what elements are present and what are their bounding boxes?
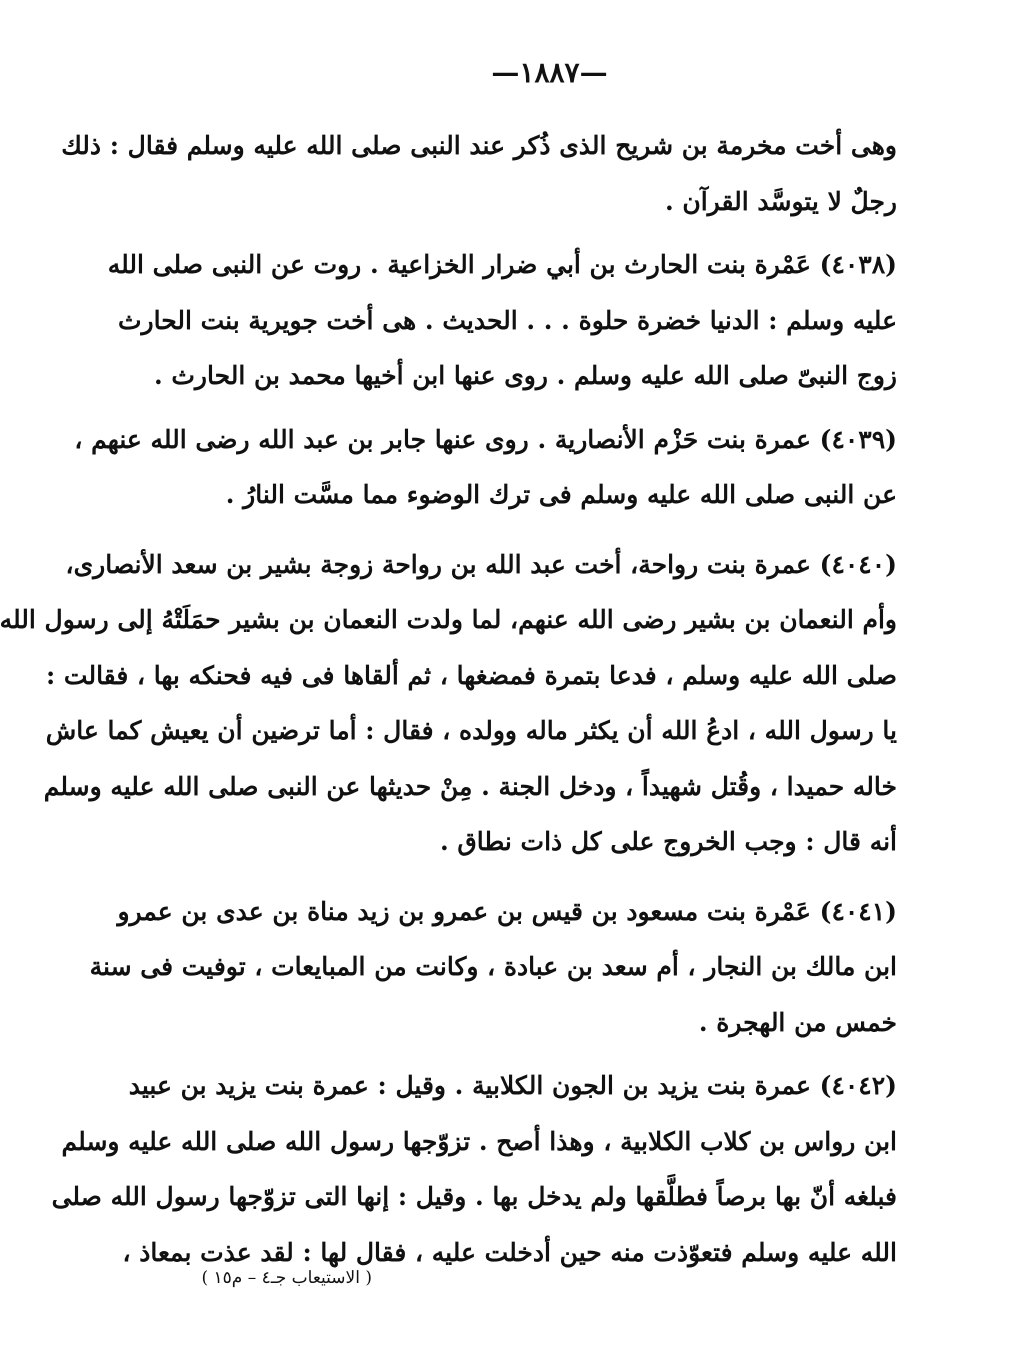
text-line: (٤٠٤٢) عمرة بنت يزيد بن الجون الكلابية . وقيل : عمرة بنت يزيد بن عبيد bbox=[128, 1071, 897, 1100]
text-line: وأم النعمان بن بشير رضى الله عنهم، لما ولدت النعمان بن بشير حمَلَتْهُ إلى رسول الله bbox=[0, 605, 897, 634]
text-line: خمس من الهجرة . bbox=[698, 1007, 897, 1037]
entry-4038 bbox=[107, 237, 897, 404]
text-line: يا رسول الله ، ادعُ الله أن يكثر ماله وولده ، فقال : أما ترضين أن يعيش كما عاش bbox=[45, 716, 897, 745]
text-line: زوج النبىّ صلى الله عليه وسلم . روى عنها ابن أخيها محمد بن الحارث . bbox=[153, 361, 897, 390]
entry-4041 bbox=[89, 884, 897, 1051]
text-line: أنه قال : وجب الخروج على كل ذات نطاق . bbox=[439, 827, 897, 856]
text-line: صلى الله عليه وسلم ، فدعا بتمرة فمضغها ، ثم ألقاها فى فيه فحنكه بها ، فقالت : bbox=[45, 660, 897, 690]
page-number: —١٨٨٧— bbox=[491, 56, 608, 89]
text-line: (٤٠٤٠) عمرة بنت رواحة، أخت عبد الله بن رواحة زوجة بشير بن سعد الأنصارى، bbox=[65, 549, 897, 579]
text-line: الله عليه وسلم فتعوّذت منه حين أدخلت عليه ، فقال لها : لقد عذت بمعاذ ، bbox=[122, 1237, 897, 1267]
text-line: ابن مالك بن النجار ، أم سعد بن عبادة ، وكانت من المبايعات ، توفيت فى سنة bbox=[89, 952, 897, 981]
text-line: رجلٌ لا يتوسَّد القرآن . bbox=[664, 186, 897, 216]
entry-4039 bbox=[74, 412, 897, 523]
text-line: (٤٠٣٩) عمرة بنت حَزْم الأنصارية . روى عنها جابر بن عبد الله رضى الله عنهم ، bbox=[74, 424, 897, 454]
page-body bbox=[0, 118, 897, 1288]
text-line: عن النبى صلى الله عليه وسلم فى ترك الوضوء مما مسَّت النارُ . bbox=[225, 480, 897, 509]
entry-continuation bbox=[61, 118, 897, 229]
text-line: وهى أخت مخرمة بن شريح الذى ذُكر عند النبى صلى الله عليه وسلم فقال : ذلك bbox=[61, 131, 897, 160]
entry-4040 bbox=[0, 537, 897, 870]
text-line: عليه وسلم : الدنيا خضرة حلوة . . . الحديث . هى أخت جويرية بنت الحارث bbox=[117, 305, 897, 335]
text-line: ابن رواس بن كلاب الكلابية ، وهذا أصح . تزوّجها رسول الله صلى الله عليه وسلم bbox=[61, 1126, 897, 1156]
entry-4042 bbox=[51, 1058, 897, 1280]
text-line: (٤٠٣٨) عَمْرة بنت الحارث بن أبي ضرار الخزاعية . روت عن النبى صلى الله bbox=[107, 250, 897, 279]
text-line: خاله حميدا ، وقُتل شهيداً ، ودخل الجنة . مِنْ حديثها عن النبى صلى الله عليه وسلم bbox=[43, 771, 897, 801]
text-line: (٤٠٤١) عَمْرة بنت مسعود بن قيس بن عمرو بن زيد مناة بن عدى بن عمرو bbox=[117, 896, 897, 926]
footer-signature: ( الاستيعاب جـ٤ – م١٥ ) bbox=[201, 1268, 372, 1288]
text-line: فبلغه أنّ بها برصاً فطلَّقها ولم يدخل بها . وقيل : إنها التى تزوّجها رسول الله صلى bbox=[51, 1182, 897, 1211]
